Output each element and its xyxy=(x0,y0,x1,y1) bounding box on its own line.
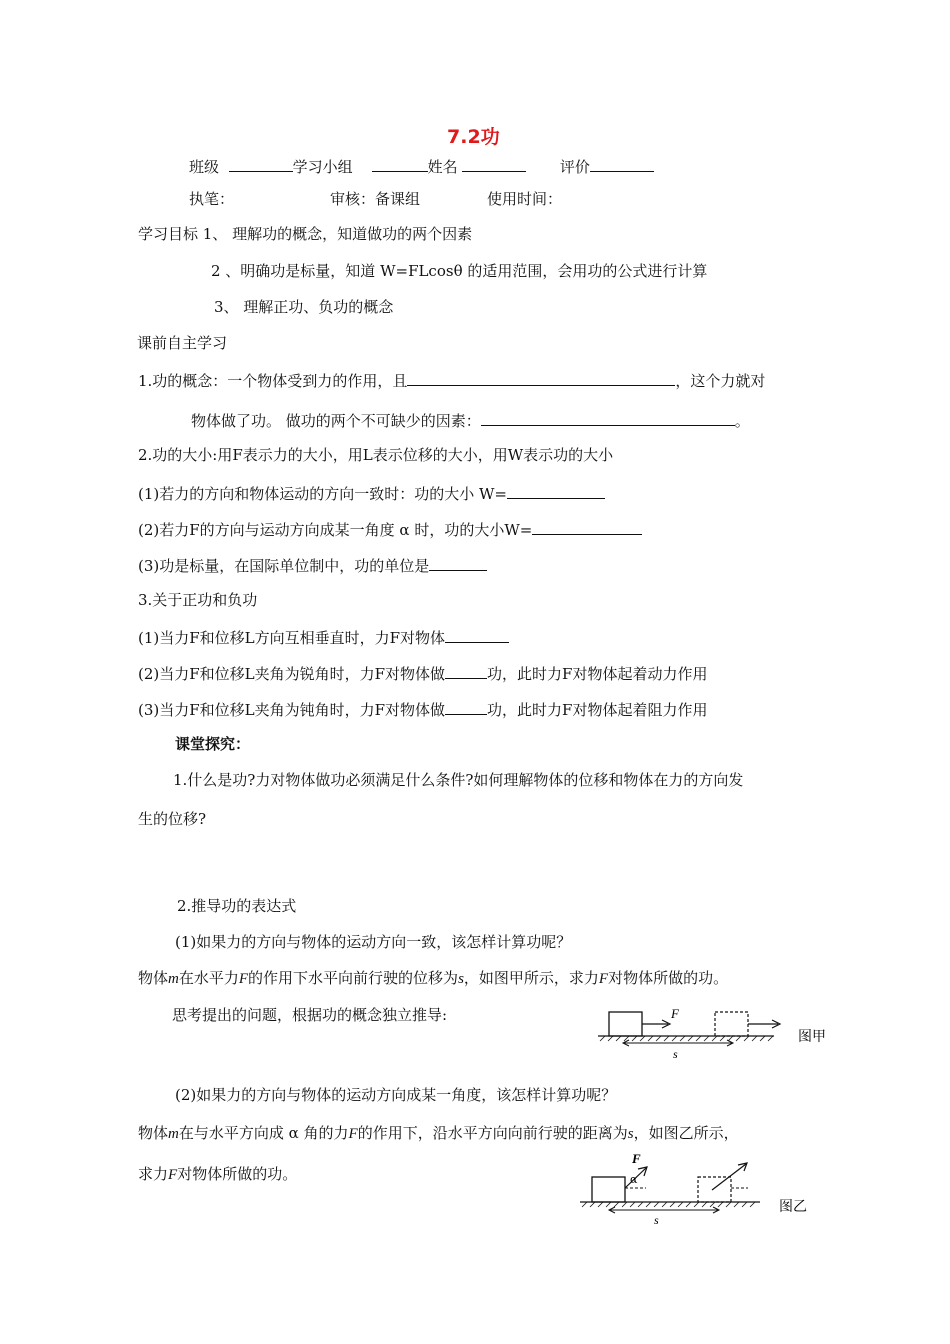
p3-text-b: 对物体所做的功。 xyxy=(177,1165,298,1183)
p1-var-F2: F xyxy=(598,971,609,987)
block-start xyxy=(592,1177,625,1202)
displacement-label: s xyxy=(654,1213,659,1227)
figure-caption: 图甲 xyxy=(798,1029,826,1045)
goal-3: 3、 理解正功、负功的概念 xyxy=(214,298,394,316)
goal-1: 学习目标 1、 理解功的概念，知道做功的两个因素 xyxy=(138,225,473,243)
q1-text-c: 物体做了功。 做功的两个不可缺少的因素： xyxy=(191,412,481,430)
q1-blank-1[interactable] xyxy=(407,369,675,386)
page-title: 7.2功 xyxy=(447,126,500,148)
question-1-line-2 xyxy=(191,409,750,431)
ground-hatch xyxy=(582,1202,755,1207)
p2-text-c: 的作用下，沿水平方向向前行驶的距离为 xyxy=(357,1124,628,1142)
eval-label: 评价 xyxy=(559,158,590,176)
group-blank[interactable] xyxy=(372,155,428,172)
figure-jia xyxy=(596,1005,836,1061)
think-prompt: 思考提出的问题，根据功的概念独立推导: xyxy=(172,1006,448,1024)
inquiry-2-2: (2)如果力的方向与物体的运动方向成某一角度，该怎样计算功呢？ xyxy=(175,1086,617,1104)
p1-var-F: F xyxy=(238,971,249,987)
p3-text-a: 求力 xyxy=(138,1165,169,1183)
p1-text-c: 的作用下水平向前行驶的位移为 xyxy=(248,969,459,987)
inquiry-2-1: (1)如果力的方向与物体的运动方向一致，该怎样计算功呢？ xyxy=(175,933,572,951)
p2-text-d: ，如图乙所示， xyxy=(633,1124,739,1142)
q3-2-blank[interactable] xyxy=(445,662,487,679)
p2-text-b: 在与水平方向成 α 角的力 xyxy=(178,1124,349,1142)
figure-yi xyxy=(578,1150,828,1230)
figure-caption: 图乙 xyxy=(779,1199,807,1215)
force-label: F xyxy=(671,1006,679,1021)
writer-label: 执笔： xyxy=(189,190,235,208)
p2-var-s: s xyxy=(627,1126,634,1142)
goal-2: 2 、明确功是标量，知道 W=FLcosθ 的适用范围，会用功的公式进行计算 xyxy=(211,262,708,280)
p1-text-b: 在水平力 xyxy=(178,969,239,987)
p2-text-a: 物体 xyxy=(138,1124,169,1142)
q2-3-text: (3)功是标量，在国际单位制中，功的单位是 xyxy=(138,557,430,575)
p1-var-m: m xyxy=(168,971,179,987)
q2-1-text: (1)若力的方向和物体运动的方向一致时：功的大小 W= xyxy=(138,485,508,503)
q2-2-blank[interactable] xyxy=(532,518,642,535)
review-label: 审核：备课组 xyxy=(330,190,421,208)
q3-2-text-a: (2)当力F和位移L夹角为锐角时，力F对物体做 xyxy=(138,665,446,683)
inquiry-2-2-problem xyxy=(138,1123,739,1144)
time-label: 使用时间： xyxy=(487,190,563,208)
block-end xyxy=(715,1012,748,1036)
inquiry-2-2-problem-line-2 xyxy=(138,1164,297,1185)
group-label: 学习小组 xyxy=(292,158,353,176)
question-2: 2.功的大小:用F表示力的大小，用L表示位移的大小，用W表示功的大小 xyxy=(138,446,614,464)
q1-blank-2[interactable] xyxy=(481,409,735,426)
block-end xyxy=(698,1177,731,1202)
p1-text-e: 对物体所做的功。 xyxy=(608,969,729,987)
question-3-1 xyxy=(138,626,509,648)
question-3: 3.关于正功和负功 xyxy=(138,591,258,609)
question-2-1 xyxy=(138,482,605,504)
angle-label: α xyxy=(630,1173,638,1186)
q3-1-text: (1)当力F和位移L方向互相垂直时，力F对物体 xyxy=(138,629,446,647)
question-3-2 xyxy=(138,662,707,684)
header-info-row xyxy=(189,155,654,177)
q3-1-blank[interactable] xyxy=(445,626,509,643)
eval-blank[interactable] xyxy=(590,155,654,172)
q2-3-blank[interactable] xyxy=(429,554,487,571)
class-blank[interactable] xyxy=(229,155,293,172)
question-1-line-1 xyxy=(138,369,765,391)
q1-text-b: ，这个力就对 xyxy=(675,372,766,390)
question-3-3 xyxy=(138,698,707,720)
class-label: 班级 xyxy=(189,158,220,176)
inquiry-2-1-problem xyxy=(138,968,728,989)
p1-var-s: s xyxy=(458,971,464,987)
q3-3-text-a: (3)当力F和位移L夹角为钝角时，力F对物体做 xyxy=(138,701,446,719)
displacement-label: s xyxy=(673,1047,678,1061)
q2-2-text: (2)若力F的方向与运动方向成某一角度 α 时，功的大小W= xyxy=(138,521,533,539)
inquiry-1-line-1: 1.什么是功?力对物体做功必须满足什么条件?如何理解物体的位移和物体在力的方向发 xyxy=(173,771,744,789)
name-blank[interactable] xyxy=(462,155,526,172)
p1-text-d: ，如图甲所示，求力 xyxy=(463,969,599,987)
inquiry-2: 2.推导功的表达式 xyxy=(177,897,297,915)
p2-var-m: m xyxy=(168,1126,179,1142)
inquiry-1-line-2: 生的位移? xyxy=(138,810,207,828)
q3-2-text-b: 功，此时力F对物体起着动力作用 xyxy=(487,665,708,683)
q3-3-text-b: 功，此时力F对物体起着阻力作用 xyxy=(487,701,708,719)
p2-var-F: F xyxy=(348,1126,358,1142)
p3-var-F: F xyxy=(168,1167,178,1183)
question-2-2 xyxy=(138,518,642,540)
q1-text-a: 1.功的概念：一个物体受到力的作用，且 xyxy=(138,372,408,390)
ground-hatch xyxy=(600,1036,773,1041)
q1-text-d: 。 xyxy=(734,412,750,430)
pre-study-heading: 课前自主学习 xyxy=(137,334,228,352)
p1-text-a: 物体 xyxy=(138,969,169,987)
class-inquiry-heading: 课堂探究： xyxy=(175,735,251,753)
block-start xyxy=(609,1012,642,1036)
q2-1-blank[interactable] xyxy=(507,482,605,499)
force-label: F xyxy=(632,1151,641,1166)
name-label: 姓名 xyxy=(427,158,458,176)
question-2-3 xyxy=(138,554,487,576)
q3-3-blank[interactable] xyxy=(445,698,487,715)
force-arrow-end xyxy=(712,1164,746,1190)
